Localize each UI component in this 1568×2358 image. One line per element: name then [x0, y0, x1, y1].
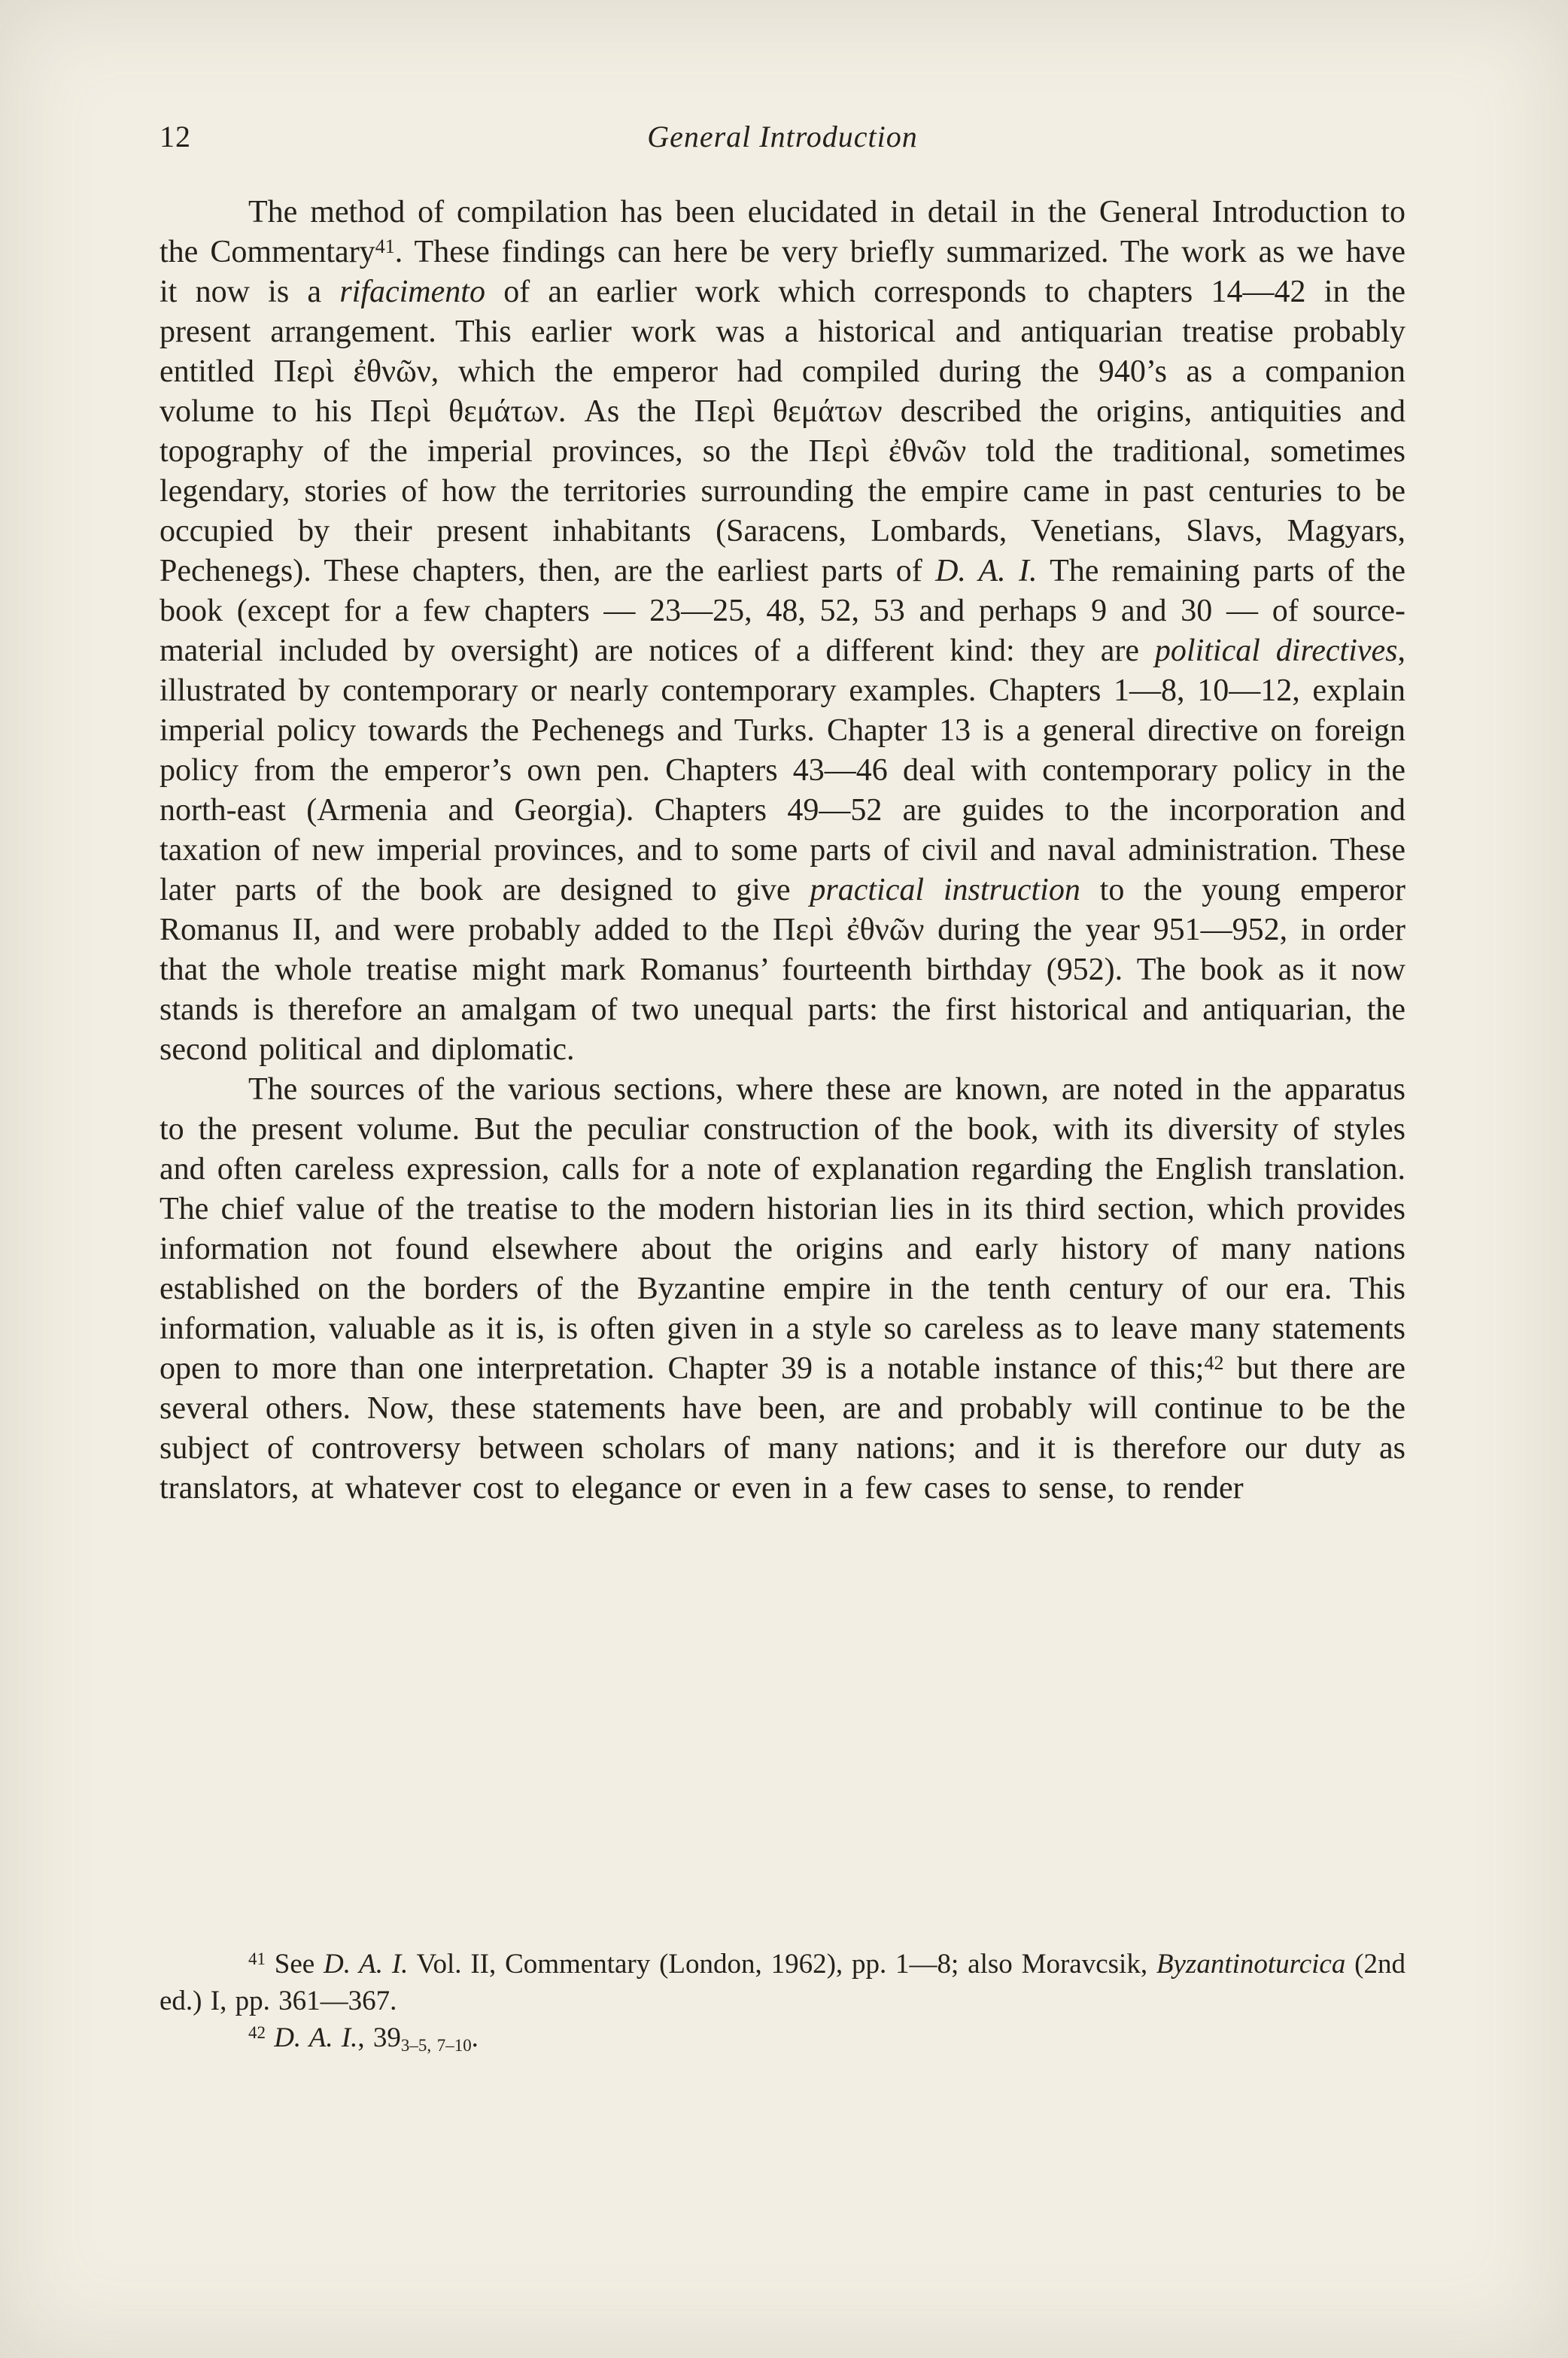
paragraph-2: The sources of the various sections, where these are known, are noted in the apparatus to the present volume. But the peculiar construction of the book, with its diversity of styles and often careless expression, calls for a note of explanation regarding the English translation. The chief value of the treatise to the modern historian lies in its third section, which provides information not found elsewhere about the origins and early history of many nations established on the borders of the Byzantine empire in the tenth century of our era. This information, valuable as it is, is often given in a style so careless as to leave many statements open to more than one interpretation. Chapter 39 is a notable instance of this;$^{42}$ but there are several others. Now, these statements have been, are and probably will continue to be the subject of controversy between scholars of many nations; and it is therefore our duty as translators, at whatever cost to elegance or even in a few cases to sense, to render [160, 1072, 1405, 1506]
page-number: 12 [160, 120, 191, 153]
footnotes [160, 1946, 1405, 2056]
running-title: General Introduction [647, 120, 918, 153]
paragraph-1: The method of compilation has been elucidated in detail in the General Introduction to the Commentary$^{41}$. These findings can here be very briefly summarized. The work as we have it now is a rifacimento of an earlier work which corresponds to chapters 14—42 in the present arrangement. This earlier work was a historical and antiquarian treatise probably entitled Περὶ ἐθνῶν, which the emperor had compiled during the 940’s as a companion volume to his Περὶ θεμάτων. As the Περὶ θεμάτων described the origins, antiquities and topography of the imperial provinces, so the Περὶ ἐθνῶν told the traditional, sometimes legendary, stories of how the territories surrounding the empire came in past centuries to be occupied by their present inhabitants (Saracens, Lombards, Venetians, Slavs, Magyars, Pechenegs). These chapters, then, are the earliest parts of D. A. I. The remaining parts of the book (except for a few chapters — 23—25, 48, 52, 53 and perhaps 9 and 30 — of source-material included by oversight) are notices of a different kind: they are political directives, illustrated by contemporary or nearly contemporary examples. Chapters 1—8, 10—12, explain imperial policy towards the Pechenegs and Turks. Chapter 13 is a general directive on foreign policy from the emperor’s own pen. Chapters 43—46 deal with contemporary policy in the north-east (Armenia and Georgia). Chapters 49—52 are guides to the incorporation and taxation of new imperial provinces, and to some parts of civil and naval administration. These later parts of the book are designed to give practical instruction to the young emperor Romanus II, and were probably added to the Περὶ ἐθνῶν during the year 951—952, in order that the whole treatise might mark Romanus’ fourteenth birthday (952). The book as it now stands is therefore an amalgam of two unequal parts: the first historical and antiquarian, the second political and diplomatic. [160, 195, 1406, 1067]
running-head [160, 119, 1405, 158]
footnote-42: $^{42}$ D. A. I., $39_{3-5, 7-10}$. [248, 2022, 479, 2056]
body-text [160, 193, 1405, 1509]
footnote-41: $^{41}$ See D. A. I. Vol. II, Commentary (London, 1962), pp. 1—8; also Moravcsik, Byzantinoturcica (2nd ed.) I, pp. 361—367. [160, 1949, 1405, 2016]
